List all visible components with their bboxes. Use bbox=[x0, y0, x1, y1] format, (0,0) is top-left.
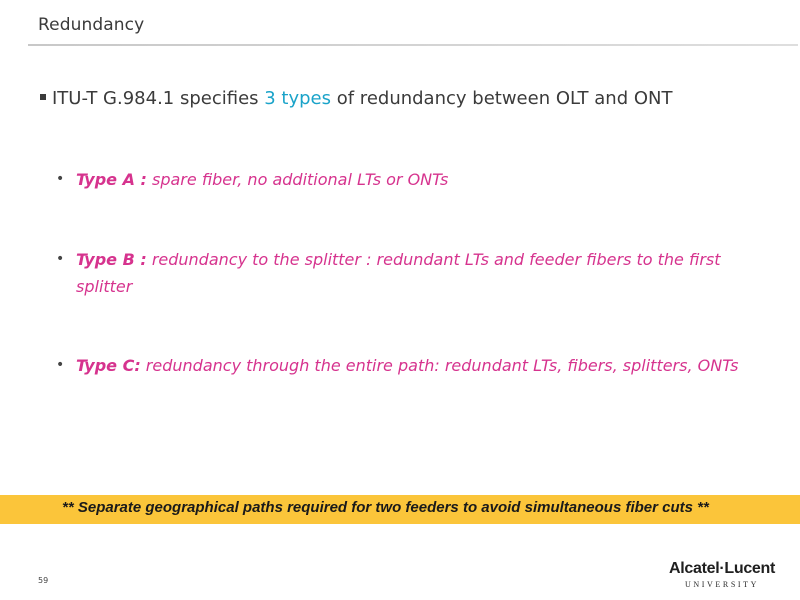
note-text: ** Separate geographical paths required for two feeders to avoid simultaneous fiber cuts ** bbox=[62, 499, 709, 516]
slide-title: Redundancy bbox=[38, 15, 145, 35]
bullet-dot-icon: • bbox=[56, 357, 65, 373]
bullet-dot-icon: • bbox=[56, 171, 65, 187]
square-bullet-icon bbox=[40, 94, 46, 100]
logo-name: Alcatel·Lucent bbox=[668, 560, 776, 577]
main-bullet-highlight: 3 types bbox=[264, 88, 332, 109]
sub-bullet-type-b bbox=[56, 246, 776, 300]
type-c-text: redundancy through the entire path: redundant LTs, fibers, splitters, ONTs bbox=[140, 356, 739, 375]
title-divider bbox=[28, 44, 798, 46]
logo-subtitle: UNIVERSITY bbox=[685, 580, 759, 589]
bullet-dot-icon: • bbox=[56, 251, 65, 267]
sub-bullet-type-c bbox=[56, 352, 776, 379]
type-a-text: spare fiber, no additional LTs or ONTs bbox=[146, 170, 449, 189]
note-banner bbox=[0, 495, 800, 524]
main-bullet-text-end: of redundancy between OLT and ONT bbox=[331, 88, 673, 109]
type-b-label: Type B : bbox=[76, 250, 147, 269]
main-bullet-text-start: ITU-T G.984.1 specifies bbox=[52, 88, 265, 109]
type-c-label: Type C: bbox=[76, 356, 141, 375]
alcatel-lucent-logo bbox=[664, 560, 780, 589]
sub-bullet-type-a bbox=[56, 166, 776, 193]
type-b-text: redundancy to the splitter : redundant LTs and feeder fibers to the first splitter bbox=[76, 250, 721, 296]
main-bullet bbox=[40, 88, 672, 109]
page-number: 59 bbox=[38, 576, 49, 585]
type-a-label: Type A : bbox=[76, 170, 147, 189]
